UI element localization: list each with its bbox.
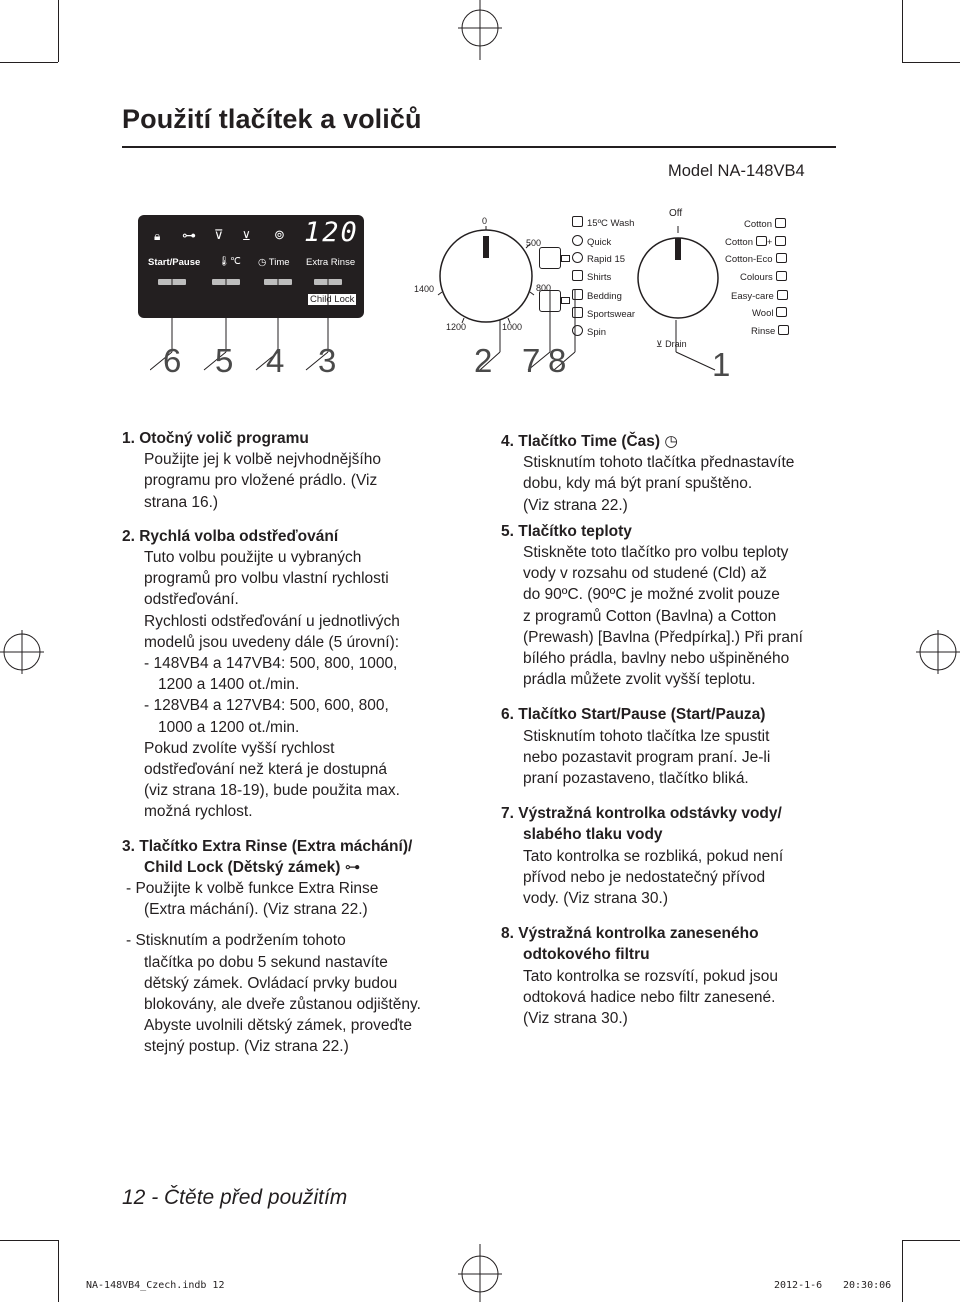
section-5-line: z programů Cotton (Bavlna) a Cotton [523, 607, 777, 625]
wool-icon [776, 307, 787, 317]
water-supply-warning-lamp [539, 247, 561, 269]
page-footer: 12 - Čtěte před použitím [122, 1186, 348, 1209]
callout-3: 3 [318, 342, 337, 379]
section-8-line: Tato kontrolka se rozsvítí, pokud jsou [523, 967, 779, 985]
section-2-list-item: - 148VB4 a 147VB4: 500, 800, 1000, [144, 655, 398, 673]
temp-label: 🌡︎℃ [218, 256, 241, 267]
section-3-bullet: dětský zámek. Ovládací prvky budou [144, 974, 398, 992]
print-slug-date: 2012-1-6 [774, 1280, 823, 1291]
plus-icon: + [767, 237, 773, 247]
section-2-line: možná rychlost. [144, 803, 253, 821]
section-5-line: vody v rozsahu od studené (Cld) až [523, 565, 767, 583]
section-2-line: modelů jsou uvedeny dále (5 úrovní): [144, 633, 400, 651]
spin-500: 500 [526, 238, 542, 248]
section-1-heading: 1. Otočný volič programu [122, 430, 309, 447]
spin-800: 800 [536, 283, 552, 293]
spin-0: 0 [482, 216, 488, 226]
section-5-line: bílého prádla, bavlny nebo ušpiněného [523, 650, 790, 668]
drain-label: ⊻ Drain [656, 339, 687, 349]
eco-icon [776, 253, 787, 263]
section-3-bullet: (Extra máchání). (Viz strana 22.) [144, 901, 368, 919]
start-pause-label: Start/Pause [148, 257, 201, 268]
registration-target-right [916, 630, 960, 674]
led-7 [561, 255, 570, 262]
key-icon: ⊶ [182, 227, 196, 243]
shirt-icon [572, 270, 583, 281]
cotton-icon [775, 218, 786, 228]
clock-icon: ◷ [664, 433, 678, 450]
program-item-spin: Spin [572, 325, 606, 338]
spin-speed-knob[interactable] [436, 226, 536, 326]
program-item-bedding: Bedding [572, 289, 622, 302]
easy-care-icon [777, 290, 788, 300]
cotton-prewash-icon [756, 236, 767, 246]
program-item-cotton-prewash: Cotton + [725, 236, 786, 248]
section-4-line: Stisknutím tohoto tlačítka přednastavíte [523, 454, 795, 472]
program-item-rinse: Rinse [751, 325, 789, 337]
left-column [122, 428, 482, 1058]
section-3-bullet: Abyste uvolnili dětský zámek, proveďte [144, 1017, 412, 1035]
section-7-heading: 7. Výstražná kontrolka odstávky vody/ [501, 805, 782, 823]
title-rule [122, 146, 836, 148]
section-6-heading: 6. Tlačítko Start/Pause (Start/Pauza) [501, 706, 766, 724]
wash-tub-icon [572, 216, 583, 227]
section-8-heading: 8. Výstražná kontrolka zaneseného [501, 925, 759, 943]
right-column [501, 431, 851, 1029]
registration-target-left [0, 630, 44, 674]
print-slug-time: 20:30:06 [843, 1280, 892, 1291]
rapid-icon [572, 252, 583, 263]
section-6-line: praní pozastaveno, tlačítko bliká. [523, 770, 749, 788]
thermometer-icon: 🌡︎ [218, 256, 231, 267]
callout-6: 6 [163, 342, 182, 379]
section-8-line: odtoková hadice nebo filtr zanesené. [523, 988, 776, 1006]
section-4-heading: 4. Tlačítko Time (Čas) ◷ [501, 433, 678, 450]
callout-8: 8 [548, 342, 567, 379]
lock-icon: 🔒︎ [154, 229, 161, 243]
program-item-shirts: Shirts [572, 270, 611, 283]
extra-rinse-label: Extra Rinse [306, 257, 356, 268]
section-6-line: Stisknutím tohoto tlačítka lze spustit [523, 727, 770, 745]
section-5-line: (Prewash) [Bavlna (Předpírka].) Při praní [523, 628, 803, 646]
section-3-bullet: blokovány, ale dveře zůstanou odjištěny. [144, 996, 421, 1014]
drain-icon: ⊻ [656, 339, 666, 349]
page-title: Použití tlačítek a voličů [122, 104, 422, 134]
time-label: ◷ Time [258, 257, 290, 268]
rinse-icon [778, 325, 789, 335]
section-5-heading: 5. Tlačítko teploty [501, 522, 632, 540]
section-5-line: do 90ºC. (90ºC je možné zvolit pouze [523, 586, 780, 604]
spin-icon [572, 325, 583, 336]
program-item-cotton: Cotton [744, 218, 786, 230]
clock-icon: ◷ [258, 257, 269, 268]
prewash-icon [775, 236, 786, 246]
section-1-line: programu pro vložené prádlo. (Viz [144, 472, 378, 490]
tap-icon: ⊽ [214, 227, 224, 242]
bedding-icon [572, 289, 583, 300]
section-5-line: prádla můžete zvolit vyšší teplotu. [523, 671, 756, 689]
section-4-line: (Viz strana 22.) [523, 496, 628, 514]
spin-1400: 1400 [414, 284, 435, 294]
lcd-digits: 120 [304, 217, 359, 248]
section-2-line: (viz strana 18-19), bude použita max. [144, 782, 400, 800]
section-3-bullet: - Použijte k volbě funkce Extra Rinse [126, 880, 379, 898]
section-2-heading: 2. Rychlá volba odstřeďování [122, 527, 339, 545]
program-item-15c-wash: 15ºC Wash [572, 216, 634, 229]
spin-icon: ⊚ [274, 227, 285, 242]
callout-5: 5 [215, 342, 234, 379]
section-8-heading-line2: odtokového filtru [523, 946, 650, 964]
section-3-heading: 3. Tlačítko Extra Rinse (Extra máchání)/ [122, 837, 413, 855]
callout-2: 2 [474, 342, 493, 379]
section-2-line: odstřeďování. [144, 591, 239, 609]
section-6-line: nebo pozastavit program praní. Je-li [523, 748, 771, 766]
section-7-line: Tato kontrolka se rozbliká, pokud není [523, 847, 784, 865]
section-4-line: dobu, kdy má být praní spuštěno. [523, 475, 753, 493]
drain-filter-warning-lamp [539, 290, 561, 312]
section-2-line: odstřeďování než která je dostupná [144, 761, 388, 779]
led-8 [561, 297, 570, 304]
callout-7: 7 [522, 342, 541, 379]
callout-4: 4 [266, 342, 285, 379]
section-1-line: Použijte jej k volbě nejvhodnějšího [144, 451, 381, 469]
section-3-bullet: tlačítka po dobu 5 sekund nastavíte [144, 953, 388, 971]
off-label: Off [669, 208, 683, 219]
print-slug-file: NA-148VB4_Czech.indb 12 [86, 1280, 225, 1291]
section-7-line: přívod nebo je nedostatečný přívod [523, 868, 766, 886]
section-2-line: Tuto volbu použijte u vybraných [144, 549, 362, 567]
registration-target-bottom [458, 1244, 502, 1302]
model-label: Model NA-148VB4 [668, 162, 805, 180]
drain-warning-icon: ⊻ [242, 229, 251, 243]
section-2-line: Rychlosti odstřeďování u jednotlivých [144, 612, 400, 630]
sportswear-icon [572, 307, 583, 318]
colours-icon [776, 271, 787, 281]
registration-target-top [458, 0, 502, 60]
spin-1200: 1200 [446, 322, 467, 332]
program-item-rapid15: Rapid 15 [572, 252, 625, 265]
program-item-cotton-eco: Cotton-Eco [725, 253, 787, 265]
program-item-wool: Wool [752, 307, 787, 319]
section-8-line: (Viz strana 30.) [523, 1010, 628, 1028]
spin-1000: 1000 [502, 322, 523, 332]
section-2-list-item: - 128VB4 a 127VB4: 500, 600, 800, [144, 697, 389, 715]
program-item-sportswear: Sportswear [572, 307, 635, 320]
callout-1: 1 [712, 346, 731, 383]
program-item-quick: Quick [572, 235, 611, 248]
key-icon: ⊶ [344, 858, 361, 876]
section-2-line: programů pro volbu vlastní rychlosti [144, 570, 389, 588]
stopwatch-icon [572, 235, 583, 246]
section-1-line: strana 16.) [144, 493, 219, 511]
section-3-bullet: stejný postup. (Viz strana 22.) [144, 1038, 349, 1056]
section-2-list-item: 1200 a 1400 ot./min. [158, 676, 300, 694]
section-5-line: Stiskněte toto tlačítko pro volbu teploty [523, 544, 789, 562]
section-3-bullet: - Stisknutím a podržením tohoto [126, 932, 346, 950]
child-lock-label: Child Lock [310, 294, 355, 305]
section-7-heading-line2: slabého tlaku vody [523, 826, 663, 844]
program-item-easy-care: Easy-care [731, 290, 788, 302]
section-2-line: Pokud zvolíte vyšší rychlost [144, 739, 335, 757]
section-2-list-item: 1000 a 1200 ot./min. [158, 718, 300, 736]
section-3-heading-line2: Child Lock (Dětský zámek) ⊶ [144, 858, 361, 876]
section-7-line: vody. (Viz strana 30.) [523, 890, 669, 908]
program-item-colours: Colours [740, 271, 787, 283]
program-selector-knob[interactable] [636, 218, 720, 336]
